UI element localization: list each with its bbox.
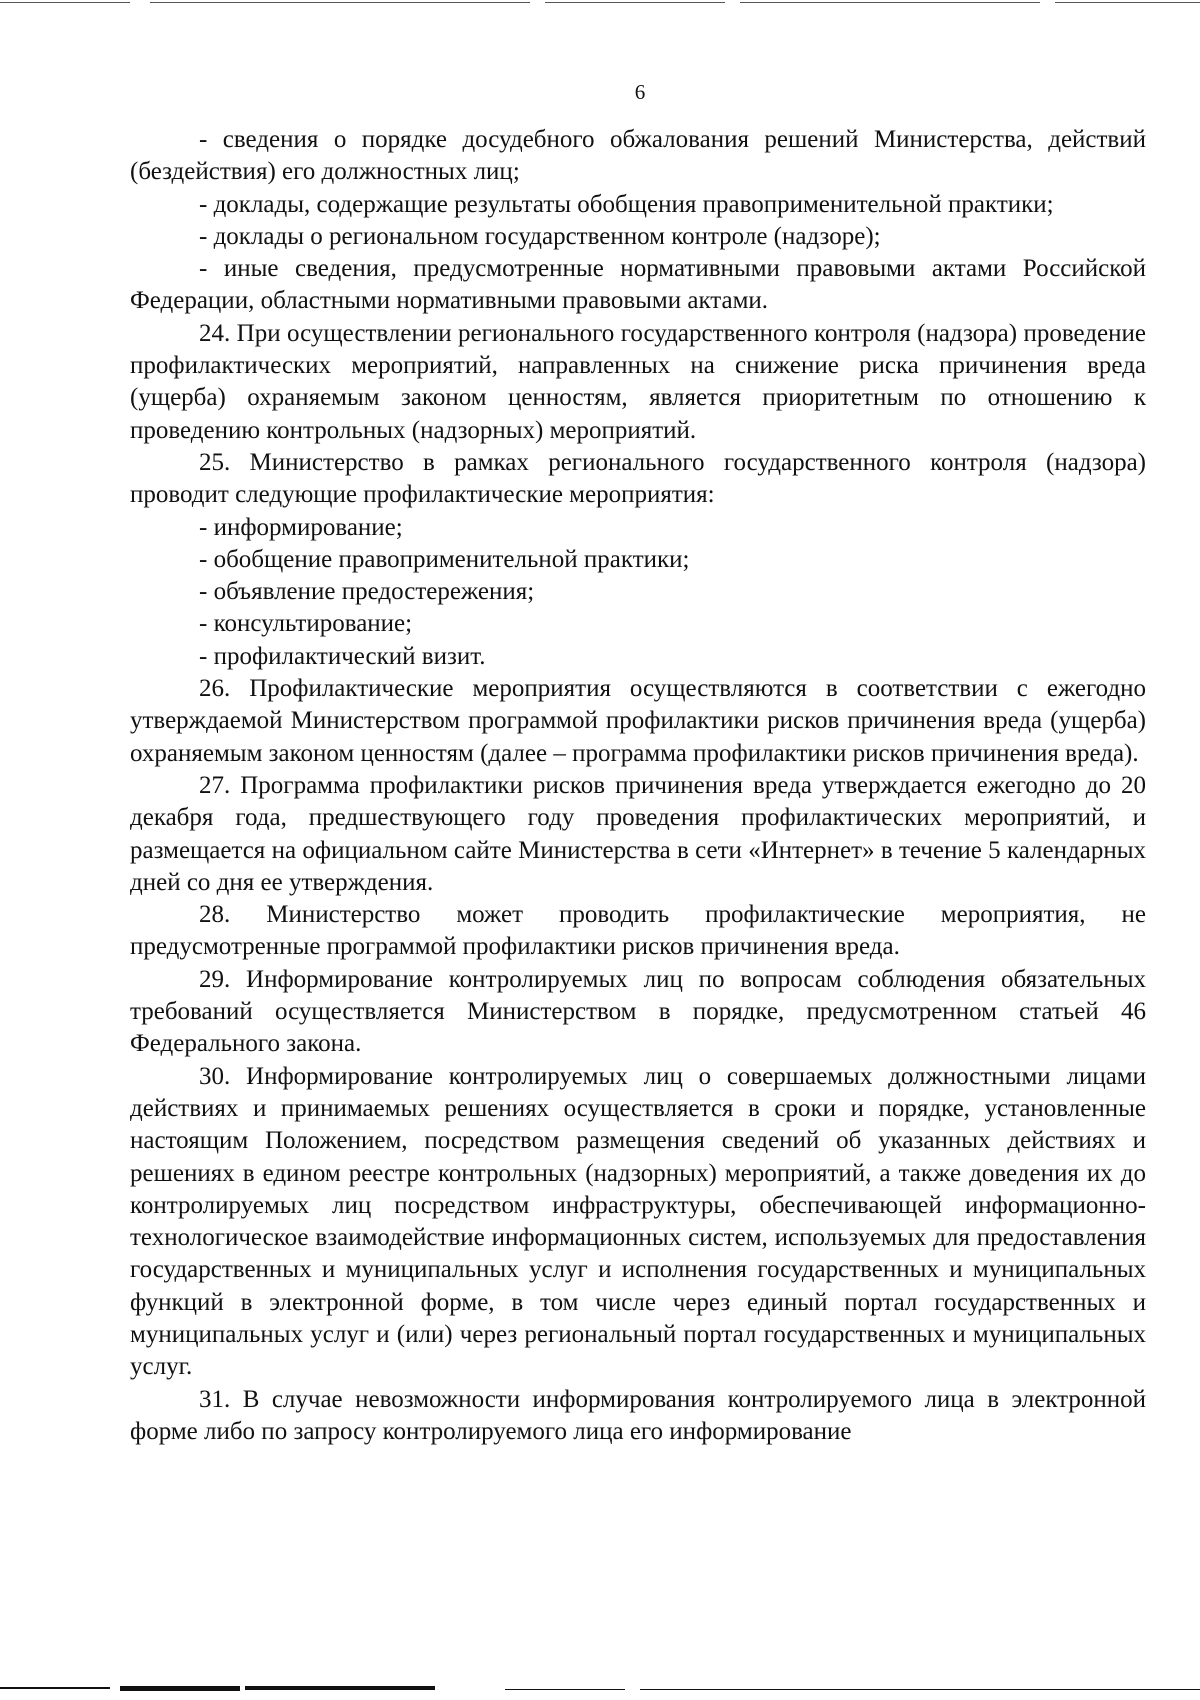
scan-edge-bottom <box>0 1684 1200 1694</box>
document-body <box>130 124 1146 1448</box>
paragraph: - профилактический визит. <box>199 642 486 670</box>
paragraph: - информирование; <box>199 513 403 541</box>
paragraph: - иные сведения, предусмотренные нормативными правовыми актами Российской Федерации, областными нормативными правовыми актами. <box>130 255 1146 315</box>
scan-edge-top <box>0 0 1200 6</box>
paragraph: 24. При осуществлении регионального государственного контроля (надзора) проведение профилактических мероприятий, направленных на снижение риска причинения вреда (ущерба) охраняемым законом ценностям, является приоритетным по отношению к проведению контрольных (надзорных) мероприятий. <box>130 319 1146 444</box>
page-number: 6 <box>634 80 646 104</box>
paragraph: - доклады, содержащие результаты обобщения правоприменительной практики; <box>199 190 1054 218</box>
paragraph: 29. Информирование контролируемых лиц по вопросам соблюдения обязательных требований осуществляется Министерством в порядке, предусмотренном статьей 46 Федерального закона. <box>130 965 1146 1058</box>
paragraph: 28. Министерство может проводить профилактические мероприятия, не предусмотренные программой профилактики рисков причинения вреда. <box>130 901 1146 961</box>
paragraph: - обобщение правоприменительной практики; <box>199 545 690 573</box>
paragraph: 25. Министерство в рамках регионального государственного контроля (надзора) проводит следующие профилактические мероприятия: <box>130 448 1146 509</box>
paragraph: 30. Информирование контролируемых лиц о совершаемых должностными лицами действиях и принимаемых решениях осуществляется в сроки и порядке, установленные настоящим Положением, посредством размещения сведений об указанных действиях и решениях в едином реестре контрольных (надзорных) мероприятий, а также доведения их до контролируемых лиц посредством инфраструктуры, обеспечивающей информационно-технологическое взаимодействие информационных систем, используемых для предоставления государственных и муниципальных услуг и исполнения государственных и муниципальных функций в электронной форме, в том числе через единый портал государственных и муниципальных услуг и (или) через региональный портал государственных и муниципальных услуг. <box>130 1062 1146 1381</box>
paragraph: - объявление предостережения; <box>199 578 535 606</box>
paragraph: 27. Программа профилактики рисков причинения вреда утверждается ежегодно до 20 декабря года, предшествующего году проведения профилактических мероприятий, и размещается на официальном сайте Министерства в сети «Интернет» в течение 5 календарных дней со дня ее утверждения. <box>130 771 1146 896</box>
paragraph: 31. В случае невозможности информирования контролируемого лица в электронной форме либо по запросу контролируемого лица его информирование <box>130 1385 1146 1445</box>
paragraph: - консультирование; <box>199 610 413 638</box>
paragraph: - доклады о региональном государственном контроле (надзоре); <box>199 222 881 250</box>
paragraph: - сведения о порядке досудебного обжалования решений Министерства, действий (бездействия) его должностных лиц; <box>130 126 1146 186</box>
paragraph: 26. Профилактические мероприятия осуществляются в соответствии с ежегодно утверждаемой Министерством программой профилактики рисков причинения вреда (ущерба) охраняемым законом ценностям (далее – программа профилактики рисков причинения вреда). <box>130 675 1146 767</box>
